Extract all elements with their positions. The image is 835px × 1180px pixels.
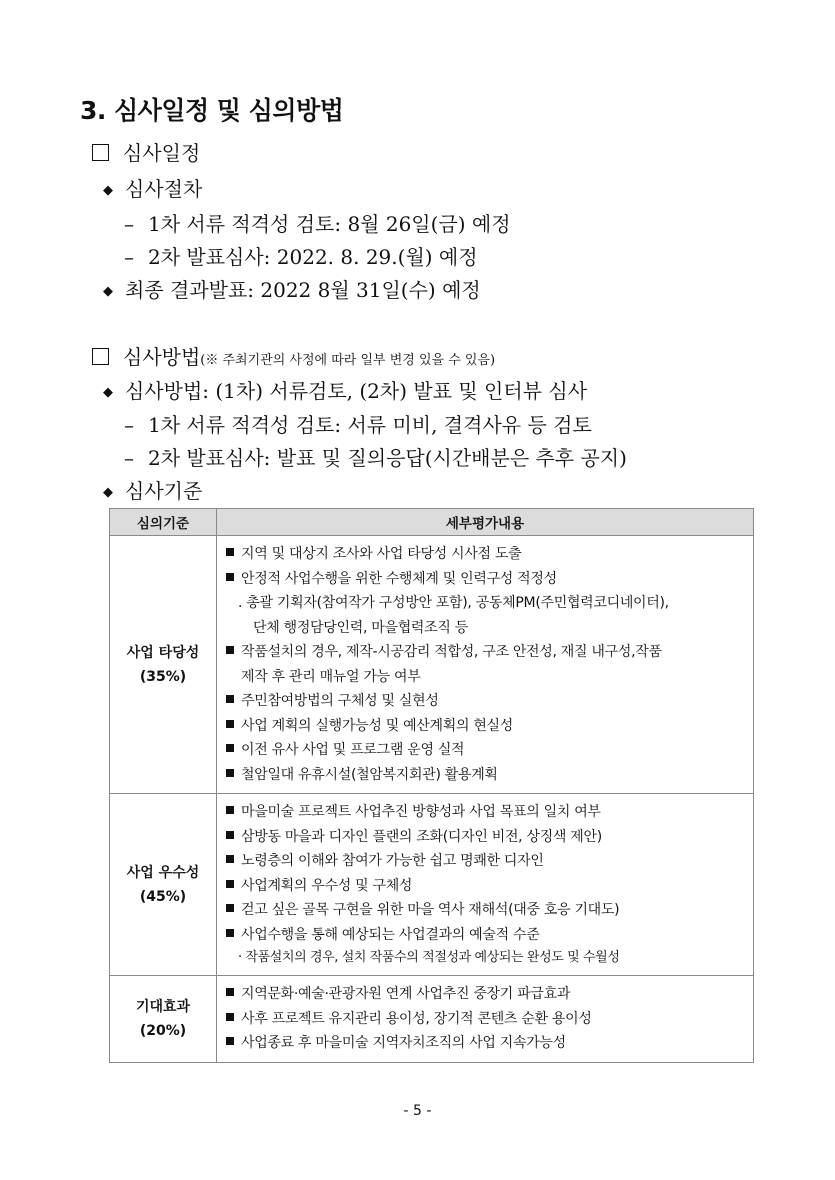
square-bullet-icon <box>226 880 234 888</box>
method-line: ◆ 심사방법: (1차) 서류검토, (2차) 발표 및 인터뷰 심사 <box>103 379 588 403</box>
sub-item-continued: 단체 행정담당인력, 마을협력조직 등 <box>253 619 468 636</box>
list-item: 삼방동 마을과 디자인 플랜의 조화(디자인 비전, 상징색 제안) <box>226 825 747 850</box>
list-item: 사업 계획의 실행가능성 및 예산계획의 현실성 <box>226 714 747 739</box>
sub-item: · 작품설치의 경우, 설치 작품수의 적절성과 예상되는 완성도 및 수월성 <box>238 950 620 965</box>
square-bullet-icon <box>226 573 234 581</box>
schedule-procedure: ◆ 심사절차 <box>103 177 203 201</box>
list-item: 지역문화·예술·관광자원 연계 사업추진 중장기 파급효과 <box>226 982 747 1007</box>
table-row <box>110 976 754 1063</box>
list-item: 사후 프로젝트 유지관리 용이성, 장기적 콘텐츠 순환 용이성 <box>226 1007 747 1032</box>
category-cell <box>110 976 217 1063</box>
square-bullet-icon <box>226 695 234 703</box>
schedule-step2: – 2차 발표심사: 2022. 8. 29.(월) 예정 <box>124 245 478 269</box>
criteria-table <box>109 508 754 1063</box>
category-name: 사업 우수성 <box>126 864 200 881</box>
category-weight: (35%) <box>139 668 187 685</box>
criteria-label: ◆ 심사기준 <box>103 479 203 503</box>
diamond-bullet-icon: ◆ <box>103 485 113 500</box>
table-header-row <box>110 509 754 536</box>
square-bullet-icon <box>226 646 234 654</box>
square-bullet-icon <box>226 929 234 937</box>
category-weight: (20%) <box>139 1022 187 1039</box>
schedule-heading: 심사일정 <box>92 137 200 166</box>
list-item: 철암일대 유휴시설(철암복지회관) 활용계획 <box>226 763 747 788</box>
list-item: 이전 유사 사업 및 프로그램 운영 실적 <box>226 738 747 763</box>
category-cell <box>110 794 217 976</box>
page-number: - 5 - <box>403 1103 432 1119</box>
list-item: 지역 및 대상지 조사와 사업 타당성 시사점 도출 <box>226 542 747 567</box>
table-row <box>110 536 754 794</box>
checkbox-square-icon <box>92 348 109 365</box>
square-bullet-icon <box>226 988 234 996</box>
square-bullet-icon <box>226 769 234 777</box>
category-name: 사업 타당성 <box>126 644 200 661</box>
schedule-step1: – 1차 서류 적격성 검토: 8월 26일(금) 예정 <box>124 212 511 236</box>
method-heading: 심사방법(※ 주최기관의 사정에 따라 일부 변경 있을 수 있음) <box>92 341 495 370</box>
square-bullet-icon <box>226 548 234 556</box>
section-title: 3. 심사일정 및 심의방법 <box>80 96 344 125</box>
dash-bullet-icon: – <box>124 413 134 437</box>
checkbox-square-icon <box>92 144 109 161</box>
category-name: 기대효과 <box>135 998 191 1015</box>
method-step2: – 2차 발표심사: 발표 및 질의응답(시간배분은 추후 공지) <box>124 446 627 470</box>
square-bullet-icon <box>226 720 234 728</box>
detail-cell <box>217 794 754 976</box>
category-weight: (45%) <box>139 888 187 905</box>
list-item: 사업종료 후 마을미술 지역자치조직의 사업 지속가능성 <box>226 1031 747 1056</box>
dash-bullet-icon: – <box>124 245 134 269</box>
list-item: 사업계획의 우수성 및 구체성 <box>226 874 747 899</box>
diamond-bullet-icon: ◆ <box>103 385 113 400</box>
header-detail: 세부평가내용 <box>217 509 754 536</box>
square-bullet-icon <box>226 904 234 912</box>
sub-item: . 총괄 기획자(참여작가 구성방안 포함), 공동체PM(주민협력코디네이터), <box>238 595 669 611</box>
square-bullet-icon <box>226 1037 234 1045</box>
dash-bullet-icon: – <box>124 446 134 470</box>
detail-cell <box>217 536 754 794</box>
square-bullet-icon <box>226 855 234 863</box>
square-bullet-icon <box>226 806 234 814</box>
diamond-bullet-icon: ◆ <box>103 183 113 198</box>
list-item: 노령층의 이해와 참여가 가능한 쉽고 명쾌한 디자인 <box>226 849 747 874</box>
schedule-final: ◆ 최종 결과발표: 2022 8월 31일(수) 예정 <box>103 278 481 302</box>
table-row <box>110 794 754 976</box>
list-item: 안정적 사업수행을 위한 수행체계 및 인력구성 적정성 <box>226 567 747 592</box>
list-item: 작품설치의 경우, 제작-시공감리 적합성, 구조 안전성, 재질 내구성,작품 <box>226 640 747 665</box>
square-bullet-icon <box>226 831 234 839</box>
list-item: 마을미술 프로젝트 사업추진 방향성과 사업 목표의 일치 여부 <box>226 800 747 825</box>
method-note: (※ 주최기관의 사정에 따라 일부 변경 있을 수 있음) <box>200 353 496 368</box>
category-cell <box>110 536 217 794</box>
square-bullet-icon <box>226 1013 234 1021</box>
header-category: 심의기준 <box>110 509 217 536</box>
dash-bullet-icon: – <box>124 212 134 236</box>
diamond-bullet-icon: ◆ <box>103 284 113 299</box>
square-bullet-icon <box>226 744 234 752</box>
list-item: 사업수행을 통해 예상되는 사업결과의 예술적 수준 <box>226 923 747 948</box>
method-step1: – 1차 서류 적격성 검토: 서류 미비, 결격사유 등 검토 <box>124 413 592 437</box>
list-item: 걷고 싶은 골목 구현을 위한 마을 역사 재해석(대중 호응 기대도) <box>226 898 747 923</box>
list-item: 주민참여방법의 구체성 및 실현성 <box>226 689 747 714</box>
detail-cell <box>217 976 754 1063</box>
list-item-continued: 제작 후 관리 매뉴얼 가능 여부 <box>241 668 421 685</box>
